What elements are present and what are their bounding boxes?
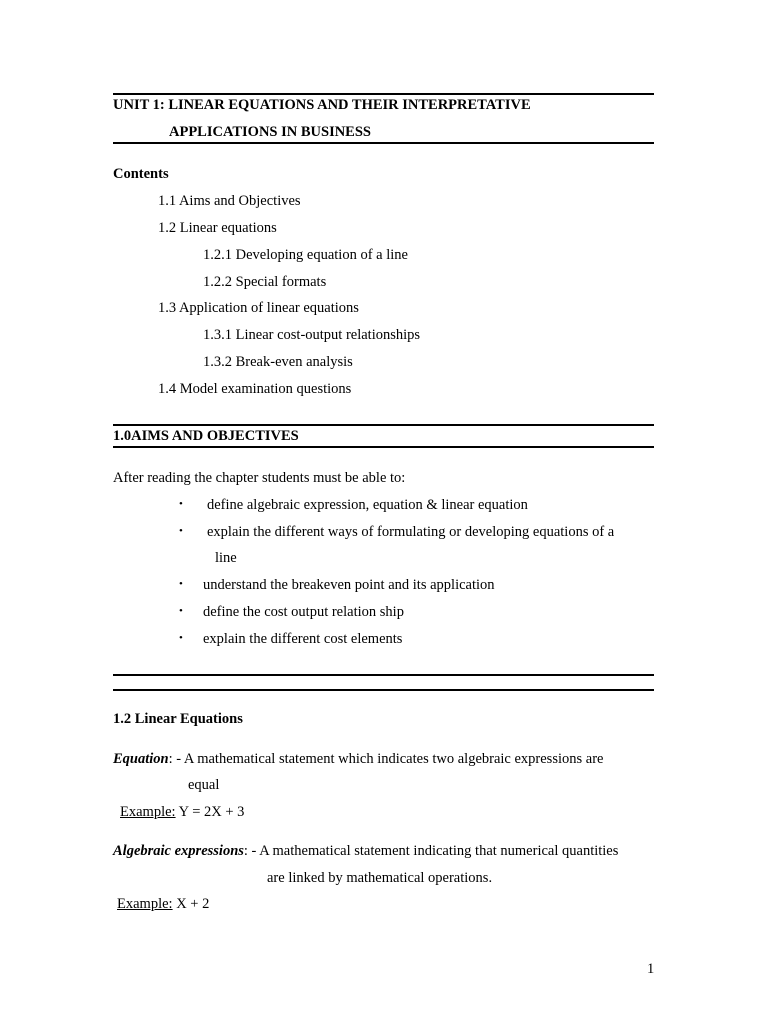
aims-bullet-text: define algebraic expression, equation & linear equation <box>207 497 528 513</box>
equation-term: Equation <box>113 751 169 767</box>
aims-bullet-text-continued: line <box>215 550 237 566</box>
contents-heading: Contents <box>113 166 169 182</box>
contents-item: 1.4 Model examination questions <box>158 381 352 397</box>
section-divider-rule <box>113 689 654 691</box>
unit-title-line1: UNIT 1: LINEAR EQUATIONS AND THEIR INTERPRETATIVE <box>113 97 531 113</box>
example-label: Example: <box>117 896 173 912</box>
example-value: Y = 2X + 3 <box>175 804 245 820</box>
aims-bullet-text: explain the different ways of formulating or developing equations of a <box>207 524 615 540</box>
contents-item: 1.3 Application of linear equations <box>158 300 359 316</box>
contents-subitem: 1.2.2 Special formats <box>203 274 327 290</box>
example-value: X + 2 <box>172 896 210 912</box>
algebraic-definition-continued: are linked by mathematical operations. <box>267 870 493 886</box>
aims-bullet-text: define the cost output relation ship <box>203 604 404 620</box>
definition-separator: : - <box>243 843 260 859</box>
equation-definition-line <box>113 752 603 767</box>
bullet-marker: • <box>179 578 183 590</box>
contents-subitem: 1.3.1 Linear cost-output relationships <box>203 327 421 343</box>
page-number: 1 <box>647 961 655 977</box>
bullet-marker: • <box>179 525 183 537</box>
equation-example <box>120 805 244 820</box>
bullet-marker: • <box>179 605 183 617</box>
linear-equations-heading: 1.2 Linear Equations <box>113 711 243 727</box>
title-bottom-rule <box>113 142 654 144</box>
algebraic-term: Algebraic expressions <box>113 843 244 859</box>
unit-title-line2: APPLICATIONS IN BUSINESS <box>169 124 371 140</box>
title-top-rule <box>113 93 654 95</box>
algebraic-example <box>117 897 209 912</box>
algebraic-definition: A mathematical statement indicating that numerical quantities <box>259 843 619 859</box>
definition-separator: : - <box>168 751 184 767</box>
bullet-marker: • <box>179 632 183 644</box>
section-divider-rule <box>113 674 654 676</box>
aims-heading: 1.0AIMS AND OBJECTIVES <box>113 428 299 444</box>
bullet-marker: • <box>179 498 183 510</box>
aims-intro: After reading the chapter students must be able to: <box>113 470 406 486</box>
example-label: Example: <box>120 804 176 820</box>
aims-bottom-rule <box>113 446 654 448</box>
contents-subitem: 1.2.1 Developing equation of a line <box>203 247 408 263</box>
contents-item: 1.1 Aims and Objectives <box>158 193 301 209</box>
aims-bullet-text: explain the different cost elements <box>203 631 403 647</box>
equation-definition: A mathematical statement which indicates two algebraic expressions are <box>183 751 604 767</box>
aims-top-rule <box>113 424 654 426</box>
contents-item: 1.2 Linear equations <box>158 220 277 236</box>
aims-bullet-text: understand the breakeven point and its application <box>203 577 495 593</box>
algebraic-definition-line <box>113 844 618 859</box>
equation-definition-continued: equal <box>188 777 220 793</box>
contents-subitem: 1.3.2 Break-even analysis <box>203 354 353 370</box>
